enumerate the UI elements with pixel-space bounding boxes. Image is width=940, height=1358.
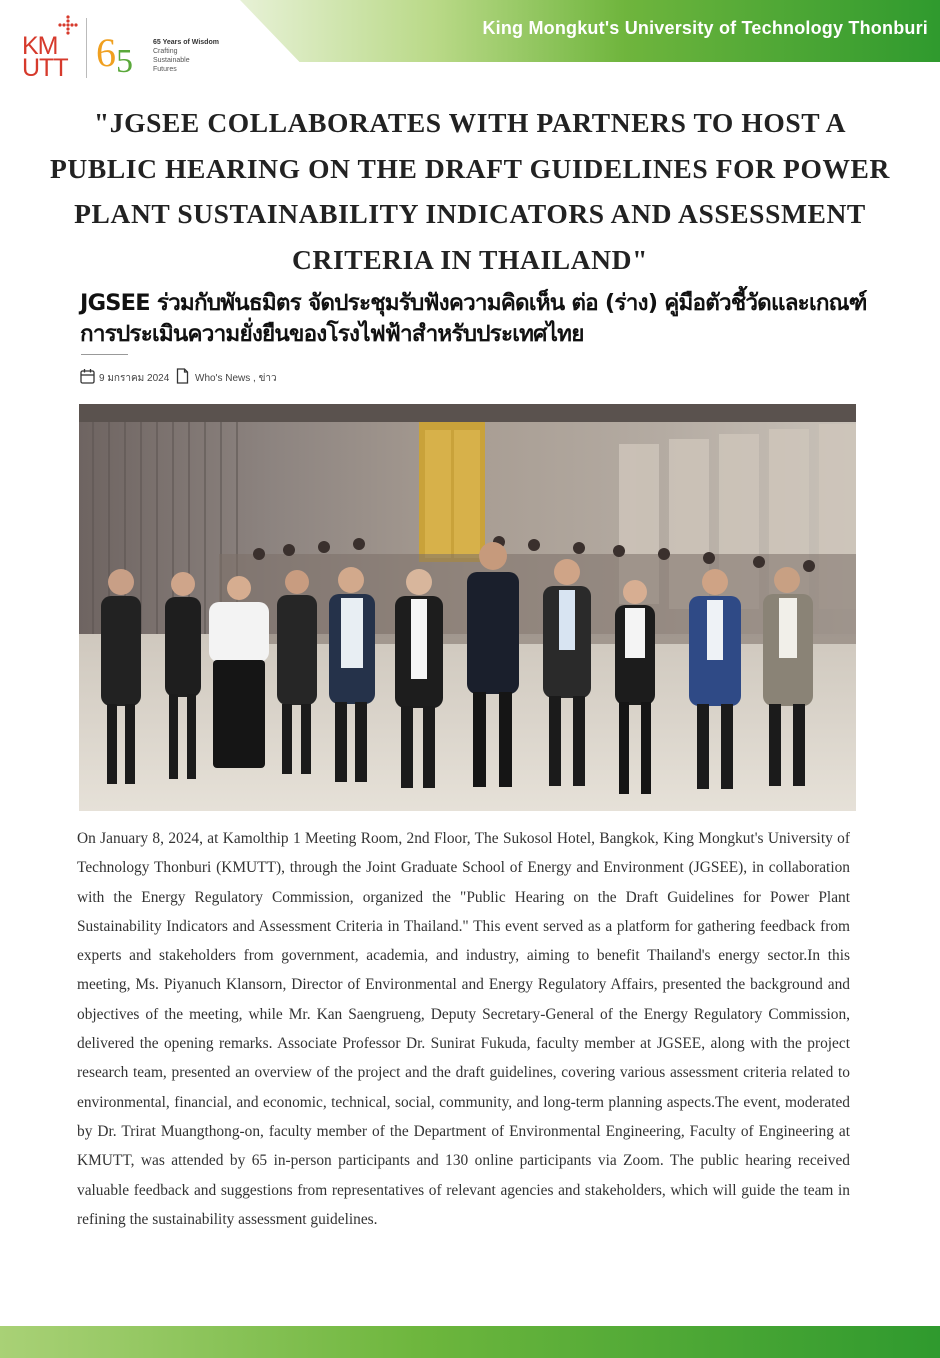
headline-divider: [81, 354, 128, 355]
kmutt-logo-bottom: UTT: [22, 54, 68, 82]
anniversary-5: 5: [116, 43, 133, 78]
tagline-line-4: Futures: [153, 66, 177, 73]
anniversary-6: 6: [96, 30, 116, 75]
event-group-photo: [79, 404, 856, 811]
anniversary-65-logo: [94, 26, 146, 78]
kmutt-dots-icon: [56, 14, 80, 38]
university-name: King Mongkut's University of Technology Thonburi: [482, 18, 928, 38]
person-3: [209, 576, 269, 768]
tagline-line-3: Sustainable: [153, 57, 190, 64]
tagline-line-1: 65 Years of Wisdom: [153, 39, 219, 46]
footer-bar: [0, 1326, 940, 1358]
photo-ceiling: [79, 404, 856, 422]
thai-article-headline: JGSEE ร่วมกับพันธมิตร จัดประชุมรับฟังความคิดเห็น ต่อ (ร่าง) คู่มือตัวชี้วัดและเกณฑ์การประเมินความยั่งยืนของโรงไฟฟ้าสำหรับประเทศไทย: [80, 290, 867, 347]
article-body: On January 8, 2024, at Kamolthip 1 Meeting Room, 2nd Floor, The Sukosol Hotel, Bangkok, King Mongkut's University of Technology Thonburi (KMUTT), through the Joint Graduate School of Energy and Environment (JGSEE), in collaboration with the Energy Regulatory Commission, organized the "Public Hearing on the Draft Guidelines for Power Plant Sustainability Indicators and Assessment Criteria in Thailand." This event served as a platform for gathering feedback from experts and stakeholders from government, academia, and industry, aiming to benefit Thailand's energy sector.In this meeting, Ms. Piyanuch Klansorn, Director of Environmental and Energy Regulatory Affairs, presented the background and objectives of the meeting, while Mr. Kan Saengrueng, Deputy Secretary-General of the Energy Regulatory Commission, delivered the opening remarks. Associate Professor Dr. Sunirat Fukuda, faculty member at JGSEE, along with the project research team, presented an overview of the project and the draft guidelines, covering various assessment criteria related to environmental, financial, and economic, technical, social, community, and long-term planning aspects.The event, moderated by Dr. Trirat Muangthong-on, faculty member of the Department of Environmental Engineering, Faculty of Engineering at KMUTT, was attended by 65 in-person participants and 130 online participants via Zoom. The public hearing received valuable feedback and suggestions from representatives of relevant agencies and stakeholders, which will guide the team in refining the sustainability assessment guidelines.: [77, 830, 850, 1228]
article-categories: Who's News , ข่าว: [195, 373, 277, 384]
calendar-icon: [80, 368, 95, 384]
document-icon: [176, 368, 189, 384]
anniversary-tagline: [153, 38, 219, 74]
kmutt-logo-top: KM: [22, 32, 58, 60]
kmutt-logo: [20, 14, 82, 80]
photo-door-right-panel: [454, 430, 480, 558]
logo-divider: [86, 18, 87, 78]
photo-door-left-panel: [425, 430, 451, 558]
page-header: [0, 0, 940, 92]
article-date: 9 มกราคม 2024: [99, 373, 170, 384]
document-title: "JGSEE COLLABORATES WITH PARTNERS TO HOST A PUBLIC HEARING ON THE DRAFT GUIDELINES FOR POWER PLANT SUSTAINABILITY INDICATORS AND ASSESSMENT CRITERIA IN THAILAND": [50, 107, 890, 275]
tagline-line-2: Crafting: [153, 48, 178, 55]
